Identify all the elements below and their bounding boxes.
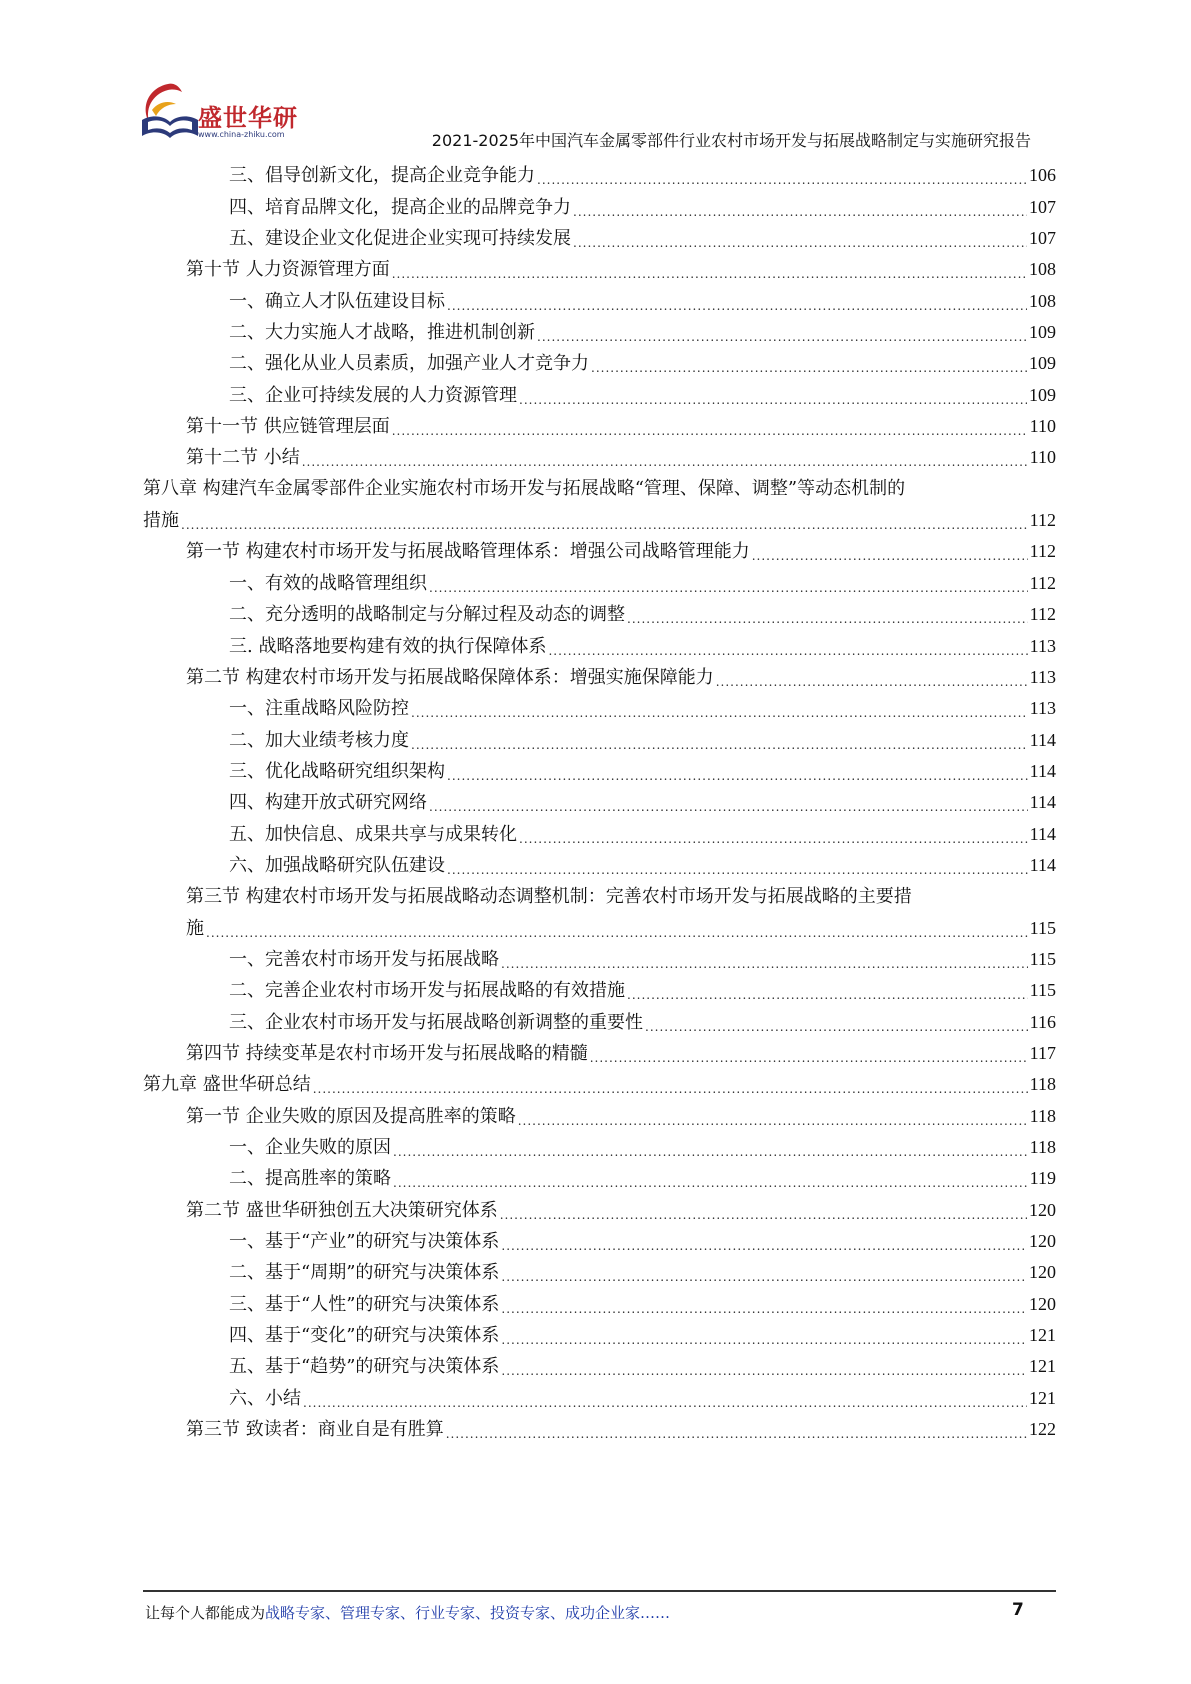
table-of-contents xyxy=(143,160,1056,1445)
toc-entry[interactable]: 二、基于“周期”的研究与决策体系 ..... 120 xyxy=(143,1257,1056,1288)
toc-entry[interactable]: 五、建设企业文化促进企业实现可持续发展 ..... 107 xyxy=(143,223,1056,254)
leader-dots xyxy=(537,326,1027,348)
page-number: 7 xyxy=(1012,1600,1024,1620)
leader-dots xyxy=(716,671,1028,693)
toc-entry[interactable]: 五、加快信息、成果共享与成果转化 ..... 114 xyxy=(143,818,1056,849)
toc-entry[interactable]: 第四节 持续变革是农村市场开发与拓展战略的精髓 ..... 117 xyxy=(143,1038,1056,1069)
leader-dots xyxy=(501,953,1028,975)
footer-slogan-highlight: 战略专家、管理专家、行业专家、投资专家、成功企业家…… xyxy=(265,1604,671,1622)
footer-slogan xyxy=(145,1602,670,1623)
leader-dots xyxy=(303,1392,1027,1414)
toc-entry[interactable]: 第九章 盛世华研总结 ..... 118 xyxy=(143,1069,1056,1100)
leader-dots xyxy=(573,232,1027,254)
toc-entry[interactable]: 第一节 企业失败的原因及提高胜率的策略 ..... 118 xyxy=(143,1100,1056,1131)
leader-dots xyxy=(429,577,1028,599)
toc-entry[interactable]: 第二节 构建农村市场开发与拓展战略保障体系：增强实施保障能力 ..... 113 xyxy=(143,662,1056,693)
leader-dots xyxy=(411,734,1028,756)
toc-entry[interactable]: 四、构建开放式研究网络 ..... 114 xyxy=(143,787,1056,818)
toc-entry[interactable]: 二、完善企业农村市场开发与拓展战略的有效措施 ..... 115 xyxy=(143,975,1056,1006)
toc-entry[interactable]: 三、倡导创新文化，提高企业竞争能力 ..... 106 xyxy=(143,160,1056,191)
leader-dots xyxy=(591,357,1027,379)
leader-dots xyxy=(501,1360,1027,1382)
toc-entry[interactable]: 六、加强战略研究队伍建设 ..... 114 xyxy=(143,850,1056,881)
toc-entry-line1[interactable]: 第三节 构建农村市场开发与拓展战略动态调整机制：完善农村市场开发与拓展战略的主要措 xyxy=(186,885,912,907)
toc-entry[interactable]: 二、强化从业人员素质，加强产业人才竞争力 ..... 109 xyxy=(143,348,1056,379)
leader-dots xyxy=(627,984,1028,1006)
document-title: 2021-2025年中国汽车金属零部件行业农村市场开发与拓展战略制定与实施研究报告 xyxy=(431,131,1031,150)
leader-dots xyxy=(501,1235,1027,1257)
toc-entry[interactable]: 措施 ..... 112 xyxy=(143,505,1056,536)
leader-dots xyxy=(392,420,1028,442)
toc-entry[interactable]: 第三节 致读者：商业自是有胜算 ..... 122 xyxy=(143,1414,1056,1445)
leader-dots xyxy=(501,1298,1027,1320)
toc-entry[interactable]: 五、基于“趋势”的研究与决策体系 ..... 121 xyxy=(143,1351,1056,1382)
toc-entry[interactable]: 一、企业失败的原因 ..... 118 xyxy=(143,1132,1056,1163)
toc-entry[interactable]: 二、大力实施人才战略，推进机制创新 ..... 109 xyxy=(143,317,1056,348)
leader-dots xyxy=(392,263,1027,285)
leader-dots xyxy=(302,451,1028,473)
toc-entry[interactable]: 三、企业农村市场开发与拓展战略创新调整的重要性 ..... 116 xyxy=(143,1006,1056,1037)
toc-entry[interactable]: 一、完善农村市场开发与拓展战略 ..... 115 xyxy=(143,944,1056,975)
leader-dots xyxy=(206,922,1028,944)
leader-dots xyxy=(519,389,1027,411)
toc-entry[interactable]: 三、优化战略研究组织架构 ..... 114 xyxy=(143,756,1056,787)
toc-entry[interactable]: 一、注重战略风险防控 ..... 113 xyxy=(143,693,1056,724)
toc-entry[interactable]: 第一节 构建农村市场开发与拓展战略管理体系：增强公司战略管理能力 ..... 112 xyxy=(143,536,1056,567)
leader-dots xyxy=(537,169,1027,191)
leader-dots xyxy=(548,640,1027,662)
leader-dots xyxy=(313,1078,1028,1100)
leader-dots xyxy=(518,1110,1028,1132)
toc-entry[interactable]: 一、基于“产业”的研究与决策体系 ..... 120 xyxy=(143,1226,1056,1257)
toc-entry[interactable]: 一、确立人才队伍建设目标 ..... 108 xyxy=(143,285,1056,316)
toc-entry[interactable]: 二、提高胜率的策略 ..... 119 xyxy=(143,1163,1056,1194)
brand-name: 盛世华研 xyxy=(198,104,298,132)
leader-dots xyxy=(519,828,1028,850)
leader-dots xyxy=(411,702,1028,724)
logo-icon xyxy=(138,80,202,146)
toc-entry[interactable]: 第十一节 供应链管理层面 ..... 110 xyxy=(143,411,1056,442)
footer-divider xyxy=(143,1590,1056,1592)
leader-dots xyxy=(752,545,1028,567)
leader-dots xyxy=(573,201,1027,223)
brand-url: www.china-zhiku.com xyxy=(198,130,285,139)
toc-entry[interactable]: 四、基于“变化”的研究与决策体系 ..... 121 xyxy=(143,1320,1056,1351)
footer-slogan-lead: 让每个人都能成为 xyxy=(145,1604,266,1622)
leader-dots xyxy=(645,1016,1028,1038)
toc-entry[interactable]: 三、基于“人性”的研究与决策体系 ..... 120 xyxy=(143,1288,1056,1319)
leader-dots xyxy=(429,796,1028,818)
leader-dots xyxy=(627,608,1028,630)
toc-entry[interactable]: 一、有效的战略管理组织 ..... 112 xyxy=(143,567,1056,598)
leader-dots xyxy=(500,1204,1027,1226)
toc-entry[interactable]: 四、培育品牌文化，提高企业的品牌竞争力 ..... 107 xyxy=(143,191,1056,222)
toc-entry[interactable]: 六、小结 ..... 121 xyxy=(143,1382,1056,1413)
toc-entry[interactable]: 三、企业可持续发展的人力资源管理 ..... 109 xyxy=(143,379,1056,410)
toc-entry[interactable]: 三. 战略落地要构建有效的执行保障体系 ..... 113 xyxy=(143,630,1056,661)
leader-dots xyxy=(447,295,1027,317)
leader-dots xyxy=(590,1047,1028,1069)
toc-entry[interactable]: 第二节 盛世华研独创五大决策研究体系 ..... 120 xyxy=(143,1194,1056,1225)
leader-dots xyxy=(446,1423,1027,1445)
leader-dots xyxy=(181,514,1028,536)
leader-dots xyxy=(447,859,1028,881)
toc-entry[interactable]: 第十节 人力资源管理方面 ..... 108 xyxy=(143,254,1056,285)
leader-dots xyxy=(501,1266,1027,1288)
toc-entry[interactable]: 二、加大业绩考核力度 ..... 114 xyxy=(143,724,1056,755)
toc-entry[interactable]: 二、充分透明的战略制定与分解过程及动态的调整 ..... 112 xyxy=(143,599,1056,630)
toc-entry[interactable]: 施 ..... 115 xyxy=(143,912,1056,943)
leader-dots xyxy=(501,1329,1027,1351)
toc-entry-line1[interactable]: 第八章 构建汽车金属零部件企业实施农村市场开发与拓展战略“管理、保障、调整”等动态机制的 xyxy=(143,478,906,500)
leader-dots xyxy=(447,765,1028,787)
leader-dots xyxy=(393,1172,1028,1194)
toc-entry[interactable]: 第十二节 小结 ..... 110 xyxy=(143,442,1056,473)
leader-dots xyxy=(393,1141,1028,1163)
